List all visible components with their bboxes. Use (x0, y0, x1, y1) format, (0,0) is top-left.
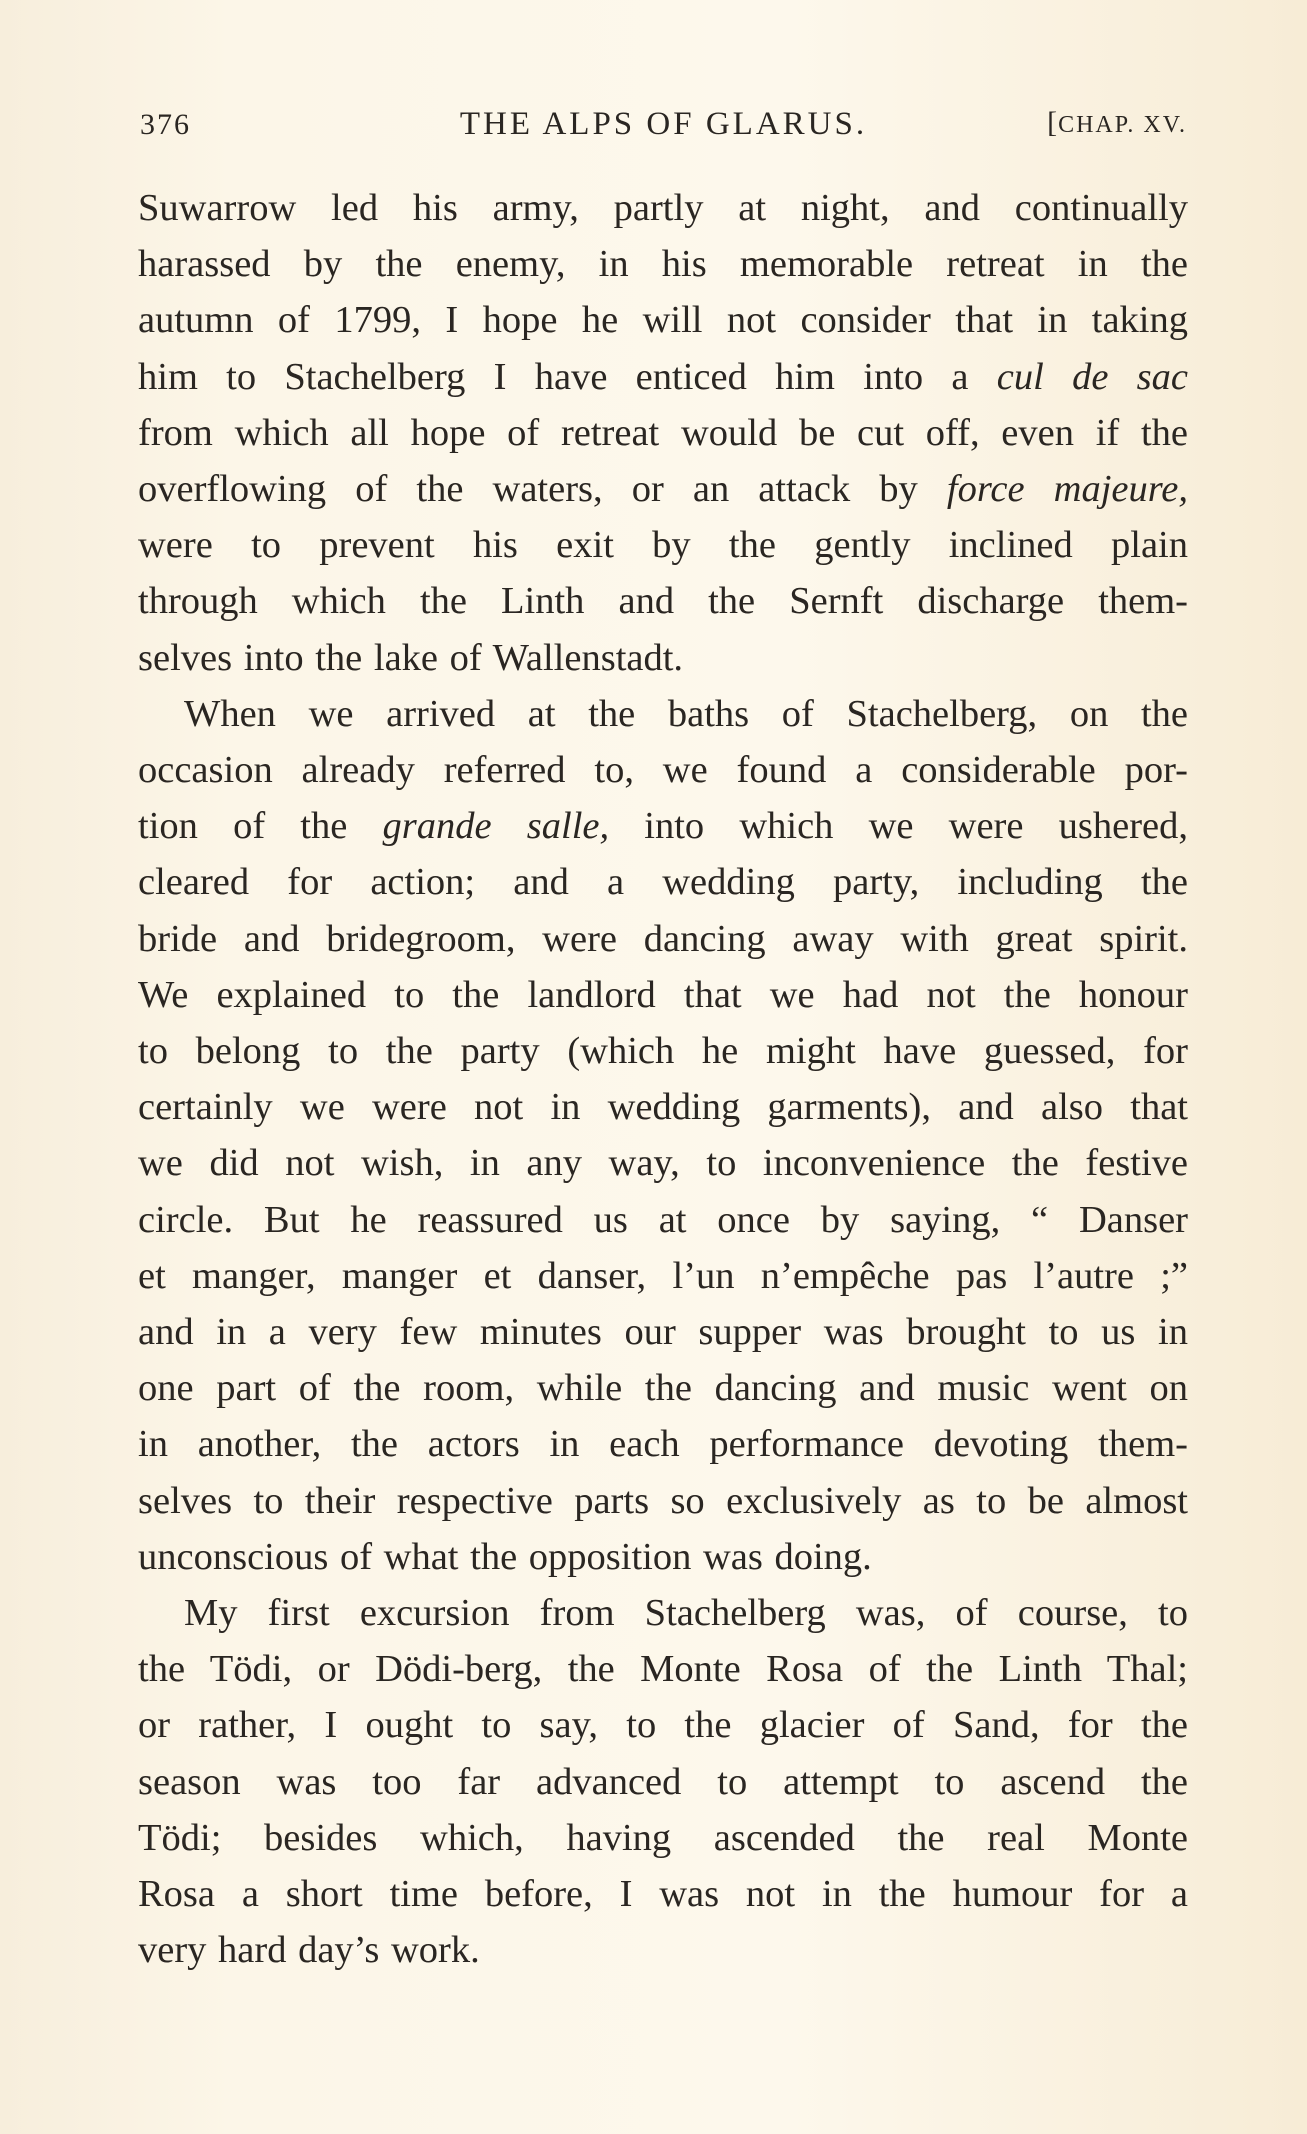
text-line: Suwarrow led his army, partly at night, and continually (138, 187, 1188, 229)
text-line: selves into the lake of Wallenstadt. (138, 636, 684, 679)
paragraph-1 (138, 180, 1188, 686)
text-line: et manger, manger et danser, l’un n’empêche pas l’autre ;” (138, 1254, 1188, 1297)
text-line: My first excursion from Stachelberg was, of course, to (184, 1592, 1188, 1635)
text-line: Rosa a short time before, I was not in the humour for a (138, 1873, 1188, 1916)
text-line: to belong to the party (which he might have guessed, for (138, 1030, 1188, 1073)
text-line: very hard day’s work. (138, 1929, 480, 1972)
text-line: occasion already referred to, we found a considerable por- (138, 749, 1188, 792)
text-line: from which all hope of retreat would be cut off, even if the (138, 411, 1188, 454)
chapter-reference (1047, 106, 1187, 140)
text-line (138, 461, 1188, 517)
text-run: him to Stachelberg I have enticed him into a (138, 355, 969, 398)
text-line: cleared for action; and a wedding party, including the (138, 861, 1188, 904)
text-line: unconscious of what the opposition was doing. (138, 1535, 872, 1578)
text-line: one part of the room, while the dancing and music went on (138, 1367, 1188, 1410)
chapter-bracket: [ (1047, 106, 1059, 139)
page-number: 376 (140, 108, 191, 141)
page-header (140, 100, 1187, 148)
text-line: were to prevent his exit by the gently inclined plain (138, 524, 1188, 567)
paragraph-3 (138, 1585, 1188, 1978)
text-line: circle. But he reassured us at once by saying, “ Danser (138, 1198, 1188, 1241)
text-line (138, 349, 1188, 405)
italic-phrase: force majeure, (946, 468, 1189, 511)
text-line: Tödi; besides which, having ascended the real Monte (138, 1816, 1188, 1859)
text-line: or rather, I ought to say, to the glacier of Sand, for the (138, 1704, 1188, 1747)
text-line: selves to their respective parts so exclusively as to be almost (138, 1479, 1188, 1522)
text-line: season was too far advanced to attempt to ascend the (138, 1760, 1188, 1803)
text-line: When we arrived at the baths of Stachelberg, on the (184, 692, 1188, 735)
text-run: into which we were ushered, (644, 805, 1188, 848)
paragraph-2 (138, 686, 1188, 1585)
text-line: through which the Linth and the Sernft discharge them- (138, 580, 1188, 623)
text-line: we did not wish, in any way, to inconvenience the festive (138, 1142, 1188, 1185)
running-title: THE ALPS OF GLARUS. (459, 106, 868, 142)
text-line: harassed by the enemy, in his memorable retreat in the (138, 243, 1188, 286)
text-line: in another, the actors in each performance devoting them- (138, 1423, 1188, 1466)
text-line: We explained to the landlord that we had not the honour (138, 973, 1188, 1016)
italic-phrase: cul de sac (996, 355, 1189, 398)
chapter-label: CHAP. XV. (1058, 112, 1187, 138)
text-run: tion of the (138, 805, 348, 848)
text-line (138, 798, 1188, 854)
text-run: overflowing of the waters, or an attack by (138, 468, 918, 511)
text-line: the Tödi, or Dödi-berg, the Monte Rosa of the Linth Thal; (138, 1648, 1188, 1691)
text-line: certainly we were not in wedding garments), and also that (138, 1086, 1188, 1129)
text-line: and in a very few minutes our supper was brought to us in (138, 1311, 1188, 1354)
text-line: bride and bridegroom, were dancing away with great spirit. (138, 917, 1188, 960)
body-text (138, 180, 1188, 1979)
text-line: autumn of 1799, I hope he will not consider that in taking (138, 299, 1188, 342)
italic-phrase: grande salle, (382, 805, 610, 848)
